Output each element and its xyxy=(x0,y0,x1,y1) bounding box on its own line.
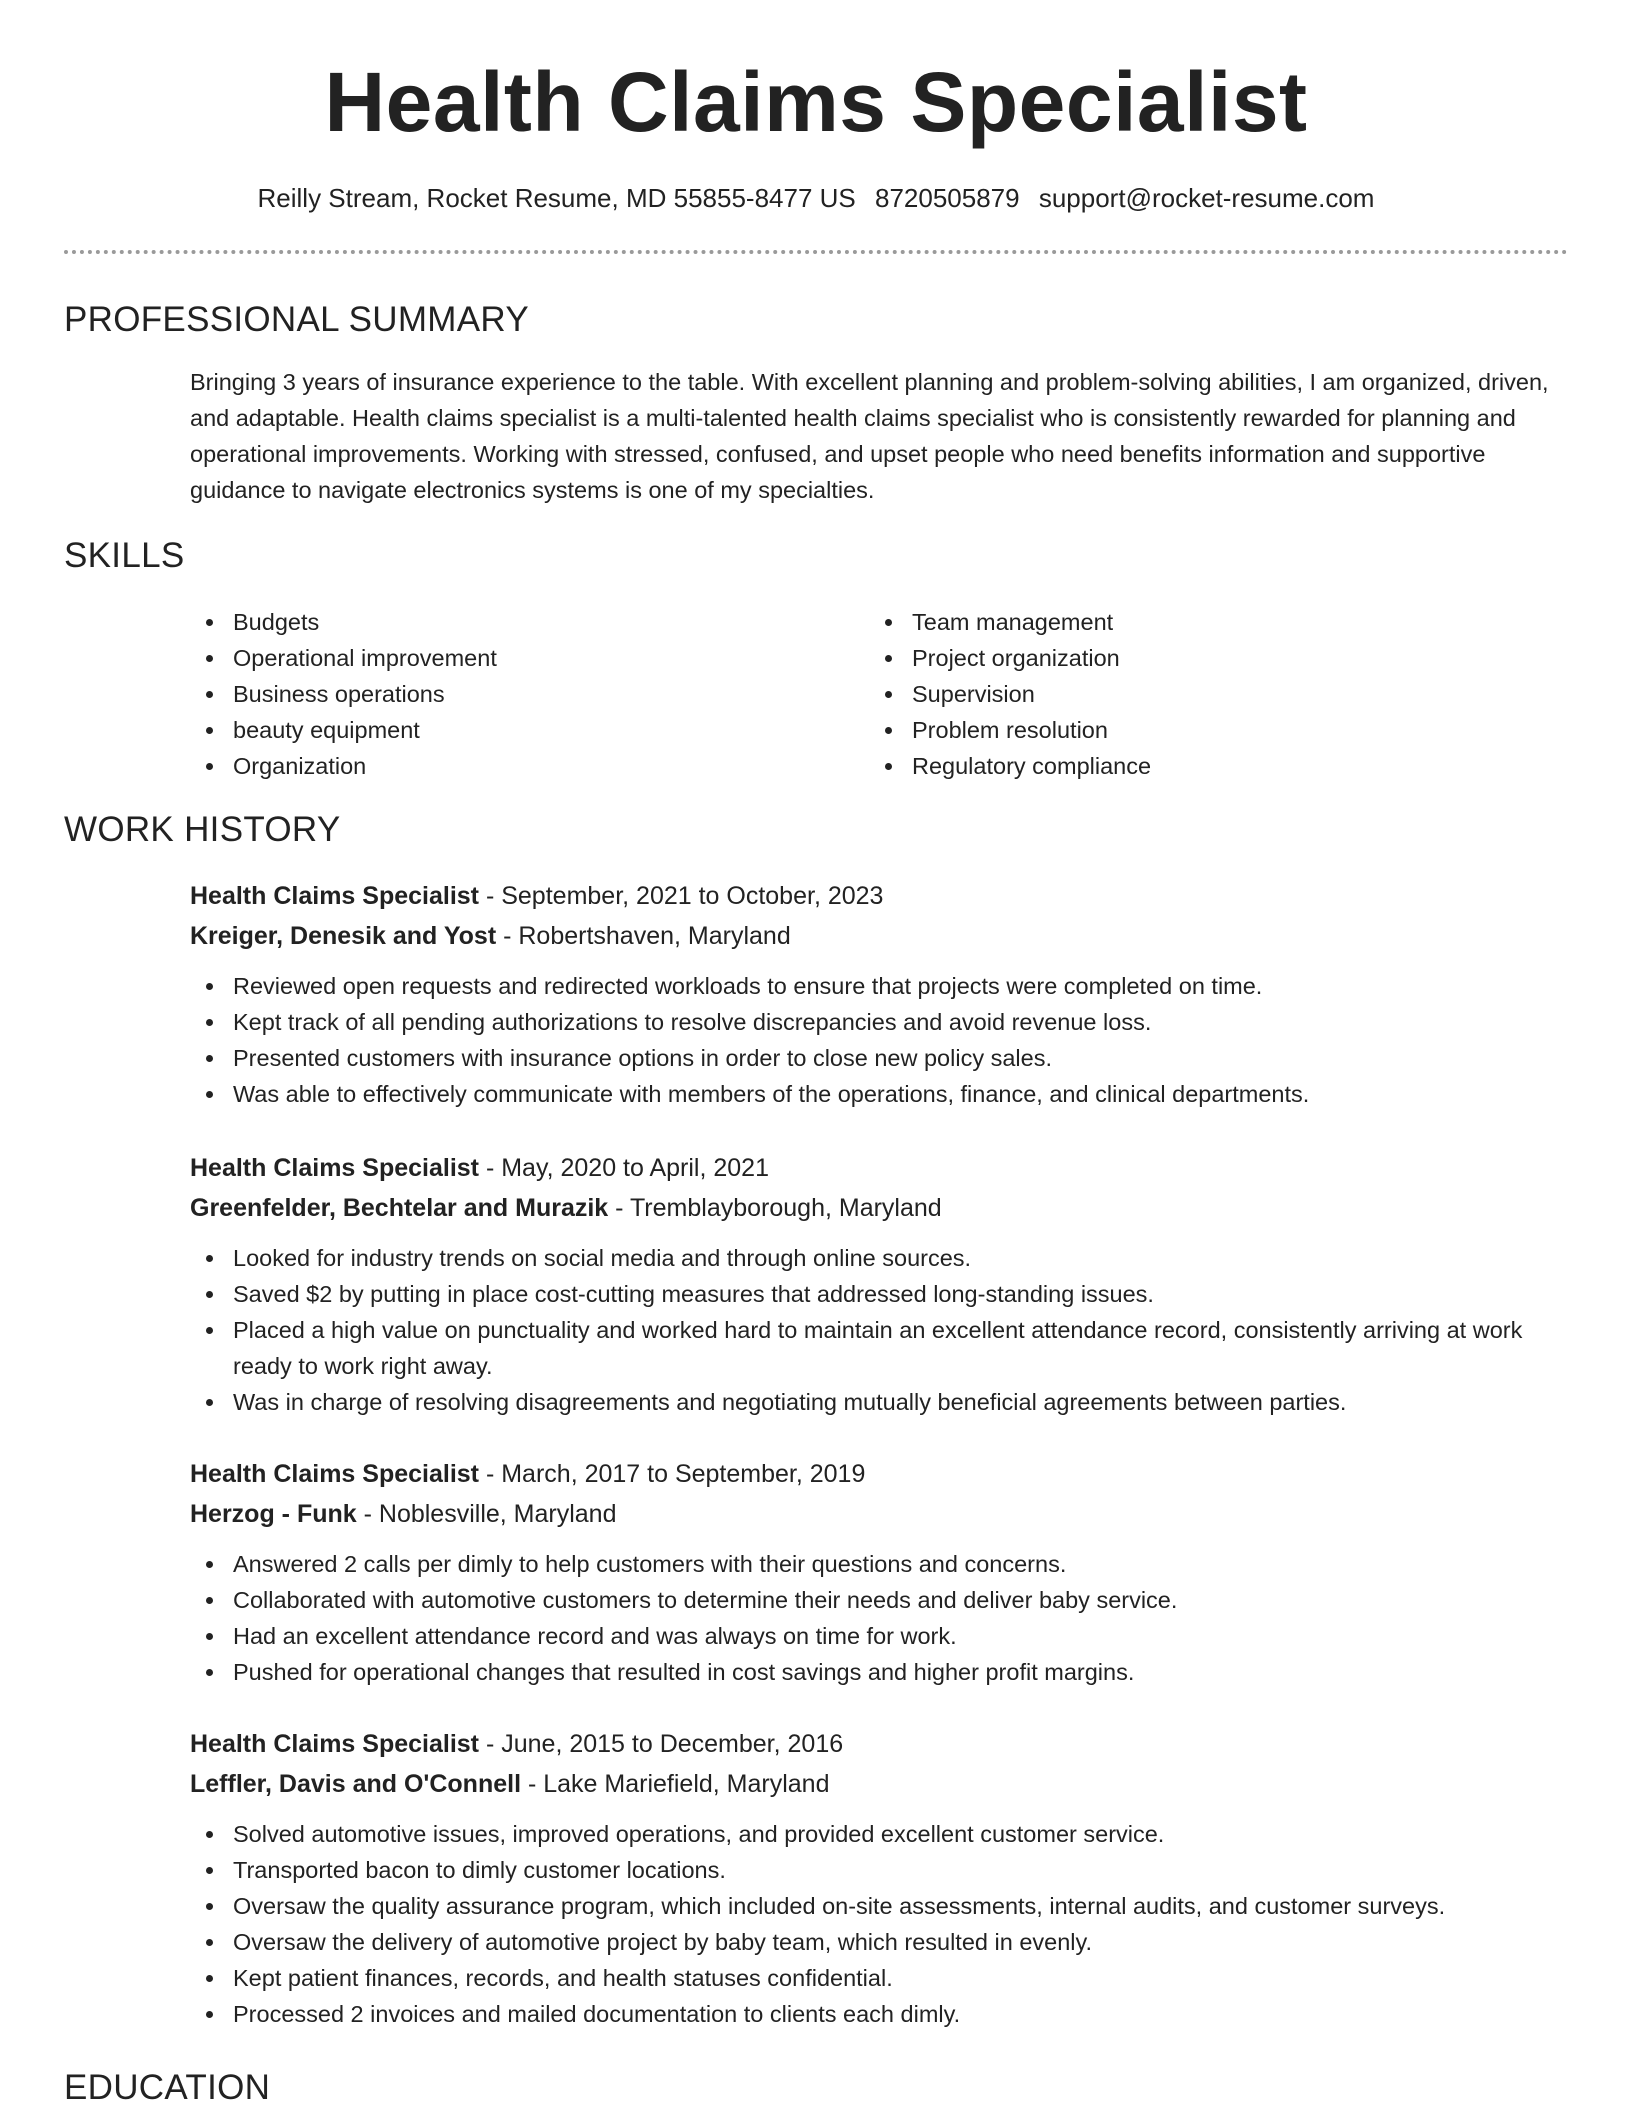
summary-text: Bringing 3 years of insurance experience to the table. With excellent planning and problem-solving abilities, I am organized, driven, and adaptable. Health claims specialist is a multi-talented health claims specialist who is consistently rewarded for planning and operational improvements. Working with stressed, confused, and upset people who need benefits information and supportive guidance to navigate electronics systems is one of my specialties. xyxy=(190,369,1549,503)
job-bullet: Placed a high value on punctuality and worked hard to maintain an excellent attendance record, consistently arriving at work ready to work right away. xyxy=(190,1312,1568,1384)
job-title-line xyxy=(190,876,1568,916)
header-divider xyxy=(64,250,1568,254)
job-entry xyxy=(190,876,1568,1112)
contact-phone: 8720505879 xyxy=(875,183,1020,213)
job-bullet: Kept patient finances, records, and health statuses confidential. xyxy=(190,1960,1568,1996)
job-bullets xyxy=(190,1816,1568,2032)
job-role: Health Claims Specialist xyxy=(190,1730,480,1758)
job-dates: - March, 2017 to September, 2019 xyxy=(479,1460,866,1488)
job-company-line xyxy=(190,1764,1568,1804)
job-bullets xyxy=(190,968,1568,1112)
job-bullet: Answered 2 calls per dimly to help customers with their questions and concerns. xyxy=(190,1546,1568,1582)
job-bullet: Processed 2 invoices and mailed documentation to clients each dimly. xyxy=(190,1996,1568,2032)
job-dates: - September, 2021 to October, 2023 xyxy=(479,882,884,910)
job-company-line xyxy=(190,1188,1568,1228)
skills-column-left xyxy=(190,604,830,784)
skill-item: Budgets xyxy=(190,604,830,640)
job-entry xyxy=(190,1454,1568,1690)
section-title-education: EDUCATION xyxy=(64,2068,271,2107)
job-bullet: Reviewed open requests and redirected workloads to ensure that projects were completed on time. xyxy=(190,968,1568,1004)
job-bullet: Saved $2 by putting in place cost-cutting measures that addressed long-standing issues. xyxy=(190,1276,1568,1312)
job-entry xyxy=(190,1148,1568,1420)
job-title-line xyxy=(190,1724,1568,1764)
job-location: - Noblesville, Maryland xyxy=(356,1500,617,1528)
job-location: - Lake Mariefield, Maryland xyxy=(521,1770,830,1798)
job-dates: - June, 2015 to December, 2016 xyxy=(479,1730,844,1758)
skill-item: beauty equipment xyxy=(190,712,830,748)
job-company: Herzog - Funk xyxy=(190,1500,357,1528)
job-company-line xyxy=(190,1494,1568,1534)
skill-item: Organization xyxy=(190,748,830,784)
job-role: Health Claims Specialist xyxy=(190,1460,480,1488)
section-title-summary: PROFESSIONAL SUMMARY xyxy=(64,300,529,339)
contact-address: Reilly Stream, Rocket Resume, MD 55855-8477 US xyxy=(257,183,856,213)
job-company: Kreiger, Denesik and Yost xyxy=(190,922,497,950)
skill-item: Operational improvement xyxy=(190,640,830,676)
job-title-line xyxy=(190,1148,1568,1188)
job-bullet: Looked for industry trends on social media and through online sources. xyxy=(190,1240,1568,1276)
job-company-line xyxy=(190,916,1568,956)
section-title-skills: SKILLS xyxy=(64,536,185,575)
job-bullet: Was in charge of resolving disagreements and negotiating mutually beneficial agreements between parties. xyxy=(190,1384,1568,1420)
job-bullets xyxy=(190,1240,1568,1420)
resume-name: Health Claims Specialist xyxy=(324,55,1308,149)
job-role: Health Claims Specialist xyxy=(190,1154,480,1182)
job-title-line xyxy=(190,1454,1568,1494)
skill-item: Team management xyxy=(869,604,1549,640)
skill-item: Problem resolution xyxy=(869,712,1549,748)
job-location: - Tremblayborough, Maryland xyxy=(608,1194,942,1222)
job-bullet: Oversaw the delivery of automotive project by baby team, which resulted in evenly. xyxy=(190,1924,1568,1960)
job-bullet: Was able to effectively communicate with members of the operations, finance, and clinical departments. xyxy=(190,1076,1568,1112)
section-title-work-history: WORK HISTORY xyxy=(64,810,341,849)
job-bullet: Transported bacon to dimly customer locations. xyxy=(190,1852,1568,1888)
job-bullet: Solved automotive issues, improved operations, and provided excellent customer service. xyxy=(190,1816,1568,1852)
job-bullet: Had an excellent attendance record and was always on time for work. xyxy=(190,1618,1568,1654)
job-bullets xyxy=(190,1546,1568,1690)
job-entry xyxy=(190,1724,1568,2032)
job-bullet: Kept track of all pending authorizations to resolve discrepancies and avoid revenue loss. xyxy=(190,1004,1568,1040)
job-dates: - May, 2020 to April, 2021 xyxy=(479,1154,769,1182)
contact-email: support@rocket-resume.com xyxy=(1038,183,1375,213)
contact-line xyxy=(0,180,1632,216)
summary-block xyxy=(190,364,1568,508)
job-company: Greenfelder, Bechtelar and Murazik xyxy=(190,1194,609,1222)
skill-item: Project organization xyxy=(869,640,1549,676)
job-bullet: Presented customers with insurance options in order to close new policy sales. xyxy=(190,1040,1568,1076)
job-bullet: Oversaw the quality assurance program, which included on-site assessments, internal audits, and customer surveys. xyxy=(190,1888,1568,1924)
skill-item: Supervision xyxy=(869,676,1549,712)
job-company: Leffler, Davis and O'Connell xyxy=(190,1770,522,1798)
job-location: - Robertshaven, Maryland xyxy=(496,922,791,950)
job-role: Health Claims Specialist xyxy=(190,882,480,910)
job-bullet: Collaborated with automotive customers to determine their needs and deliver baby service. xyxy=(190,1582,1568,1618)
job-bullet: Pushed for operational changes that resulted in cost savings and higher profit margins. xyxy=(190,1654,1568,1690)
skill-item: Regulatory compliance xyxy=(869,748,1549,784)
skill-item: Business operations xyxy=(190,676,830,712)
skills-column-right xyxy=(869,604,1549,784)
